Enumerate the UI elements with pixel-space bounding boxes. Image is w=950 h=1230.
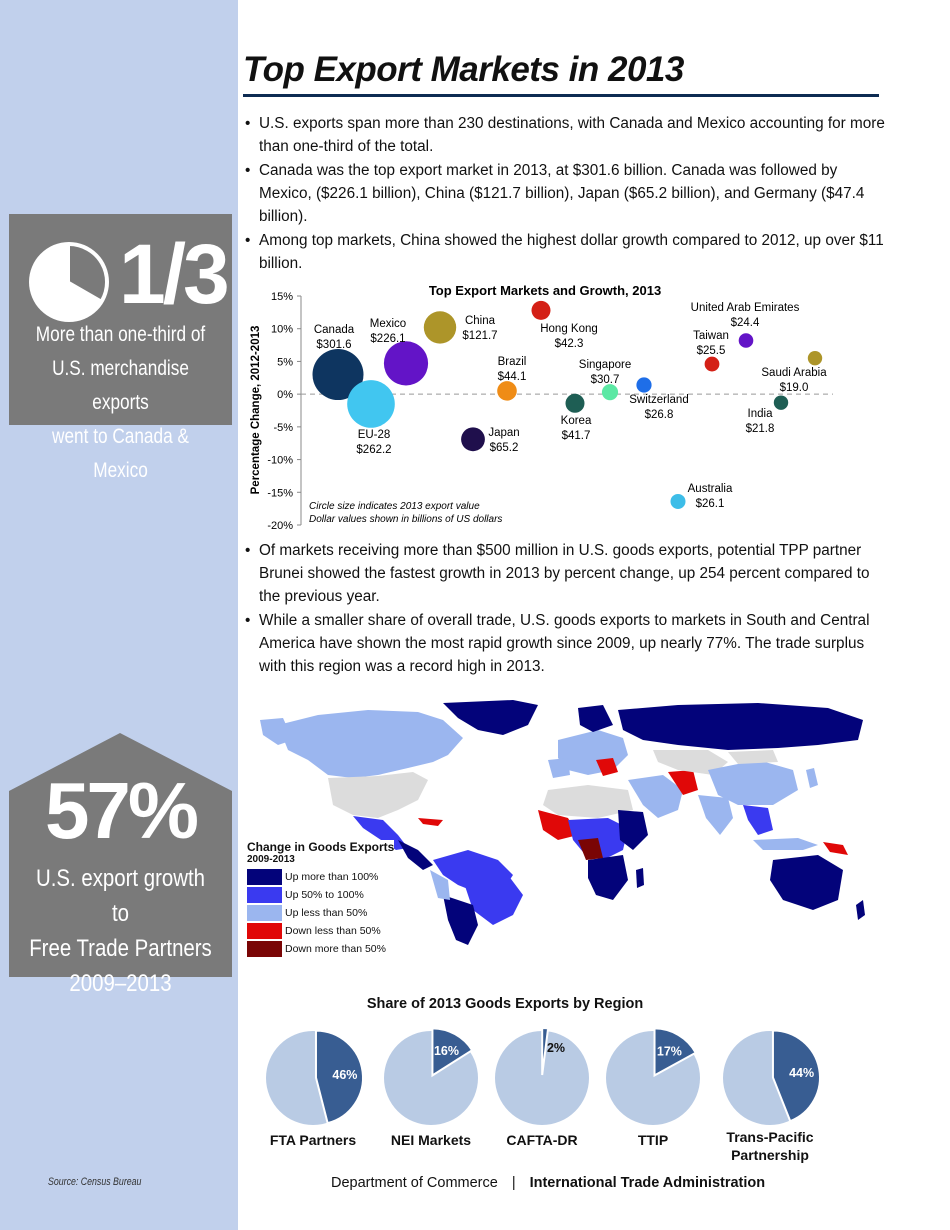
bubble-point <box>561 394 592 442</box>
map-usa <box>328 772 428 818</box>
y-tick-label: -15% <box>267 487 293 500</box>
bubble-chart-points <box>313 301 828 510</box>
bubble-value-label: $41.7 <box>561 430 591 442</box>
map-legend-subtitle: 2009-2013 <box>247 854 295 865</box>
callout-two-line: U.S. export growth to <box>36 865 205 927</box>
bubble-point <box>761 351 827 394</box>
pie-category-label-line: NEI Markets <box>390 1132 472 1148</box>
pie-value-label: 44% <box>789 1066 815 1080</box>
pie-category-label <box>253 1131 373 1149</box>
bubble-name-label: India <box>747 408 773 420</box>
callout-two-line: 2009–2013 <box>69 970 172 997</box>
bubble-circle <box>808 351 822 365</box>
legend-label: Up 50% to 100% <box>285 889 364 901</box>
legend-swatch <box>247 905 282 921</box>
bullet-list-top <box>243 112 888 276</box>
bubble-name-label: Brazil <box>497 356 527 368</box>
callout-two-number: 57% <box>44 766 197 855</box>
bubble-point <box>347 380 395 456</box>
bubble-name-label: China <box>464 315 496 327</box>
page-title: Top Export Markets in 2013 <box>243 50 684 89</box>
bubble-circle <box>424 311 456 343</box>
pie-chart <box>384 1028 478 1125</box>
bubble-circle <box>671 494 686 509</box>
bubble-point <box>629 377 688 421</box>
pie-category-label-line: Trans-Pacific <box>726 1129 814 1145</box>
bubble-value-label: $25.5 <box>696 345 726 357</box>
bubble-circle <box>774 395 788 409</box>
callout-one-third <box>9 214 232 482</box>
bubble-name-label: United Arab Emirates <box>690 302 800 314</box>
bubble-name-label: Taiwan <box>693 330 729 342</box>
map-madagascar <box>636 868 644 888</box>
bubble-point <box>693 330 729 371</box>
callout-fta-growth <box>9 733 232 997</box>
bubble-chart-note: Dollar values shown in billions of US dollars <box>309 514 503 525</box>
legend-item <box>247 922 394 940</box>
legend-label: Down more than 50% <box>285 943 386 955</box>
pie-category-label-line: Partnership <box>731 1147 809 1163</box>
pie-category-label-line: TTIP <box>637 1132 669 1148</box>
bubble-name-label: Canada <box>313 324 355 336</box>
map-greenland <box>443 700 538 735</box>
bubble-value-label: $226.1 <box>370 333 406 345</box>
callout-one-line: went to Canada & Mexico <box>52 425 189 482</box>
bubble-point <box>746 395 789 435</box>
bubble-name-label: Korea <box>560 415 592 427</box>
bubble-value-label: $121.7 <box>462 330 498 342</box>
bubble-point <box>424 311 498 343</box>
callout-two-line: Free Trade Partners <box>29 935 212 962</box>
region-pie-charts <box>255 1024 855 1134</box>
legend-item <box>247 940 394 958</box>
callout-two-text <box>26 861 216 1001</box>
legend-item <box>247 886 394 904</box>
callout-one-line: More than one-third of <box>35 323 206 346</box>
map-caribbean <box>418 818 443 826</box>
bubble-value-label: $26.8 <box>644 409 674 421</box>
bubble-chart-note: Circle size indicates 2013 export value <box>309 501 480 512</box>
pie-value-label: 16% <box>433 1043 460 1058</box>
bubble-chart-ylabel: Percentage Change, 2012-2013 <box>250 325 262 495</box>
pie-category-label <box>593 1131 713 1149</box>
footer-department: Department of Commerce <box>331 1175 498 1191</box>
bullet-item: • Of markets receiving more than $500 million in U.S. goods exports, potential TPP partner Brunei showed the fastest growth in 2013 by percent change, up 254 percent compared to the previous year. <box>243 539 888 608</box>
pie-category-label-line: CAFTA-DR <box>506 1132 578 1148</box>
legend-label: Up less than 50% <box>285 907 368 919</box>
bubble-chart-title: Top Export Markets and Growth, 2013 <box>428 283 662 298</box>
bubble-point <box>461 427 520 454</box>
pie-value-label: 17% <box>656 1044 682 1059</box>
y-tick-label: 5% <box>277 356 293 369</box>
bullet-item: • Canada was the top export market in 2013, at $301.6 billion. Canada was followed by Mexico, ($226.1 billion), China ($121.7 billion), Japan ($65.2 billion), and Germany ($47.4 billion). <box>243 159 888 228</box>
bubble-value-label: $262.2 <box>356 444 392 456</box>
pie-value-label: 2% <box>546 1041 566 1055</box>
footer <box>331 1175 765 1191</box>
bubble-name-label: Saudi Arabia <box>761 367 827 379</box>
source-note: Source: Census Bureau <box>48 1176 142 1188</box>
map-australia <box>770 855 843 910</box>
y-tick-label: 15% <box>270 291 293 303</box>
bubble-circle <box>461 427 485 451</box>
legend-item <box>247 904 394 922</box>
footer-separator: | <box>511 1175 516 1191</box>
bubble-circle <box>705 357 720 372</box>
callout-one-text <box>29 318 212 488</box>
bubble-circle <box>497 381 517 401</box>
bubble-circle <box>636 377 651 392</box>
map-new-zealand <box>856 900 865 920</box>
bubble-point <box>579 359 631 400</box>
legend-swatch <box>247 869 282 885</box>
pie-chart-title: Share of 2013 Goods Exports by Region <box>366 996 644 1012</box>
bubble-circle <box>566 394 585 413</box>
bullet-item: • Among top markets, China showed the highest dollar growth compared to 2012, up over $11 billion. <box>243 229 888 275</box>
pie-category-label <box>371 1131 491 1149</box>
pie-category-label-line: FTA Partners <box>269 1132 357 1148</box>
y-tick-label: -20% <box>267 520 293 532</box>
pie-chart <box>606 1028 700 1125</box>
bubble-circle <box>347 380 395 428</box>
bubble-point <box>497 356 526 401</box>
bubble-point <box>532 301 598 350</box>
bubble-point <box>370 318 428 385</box>
map-southeast-asia <box>743 805 773 835</box>
pie-value-label: 46% <box>332 1068 358 1082</box>
pie-chart-icon <box>27 240 111 324</box>
legend-label: Up more than 100% <box>285 871 379 883</box>
bubble-name-label: Hong Kong <box>540 323 598 335</box>
bubble-circle <box>739 333 754 348</box>
bubble-value-label: $30.7 <box>590 374 620 386</box>
map-png <box>823 842 848 855</box>
callout-one-line: U.S. merchandise exports <box>52 357 189 414</box>
bubble-value-label: $65.2 <box>489 442 519 454</box>
bubble-value-label: $26.1 <box>695 498 725 510</box>
pie-category-label <box>710 1128 830 1164</box>
bubble-name-label: Japan <box>488 427 520 439</box>
bubble-point <box>671 483 733 510</box>
legend-swatch <box>247 887 282 903</box>
map-iberia <box>548 758 570 778</box>
pie-chart <box>266 1031 363 1125</box>
y-tick-label: -10% <box>267 454 293 467</box>
bullet-item: • U.S. exports span more than 230 destinations, with Canada and Mexico accounting for more than one-third of the total. <box>243 112 888 158</box>
bubble-name-label: Switzerland <box>629 394 689 406</box>
bubble-name-label: Singapore <box>578 359 632 371</box>
y-tick-label: 10% <box>270 323 293 336</box>
pie-category-label <box>482 1131 602 1149</box>
bubble-circle <box>532 301 551 320</box>
map-india <box>698 795 733 835</box>
bubble-value-label: $44.1 <box>497 371 527 383</box>
bubble-circle <box>602 384 618 400</box>
map-alaska <box>260 718 293 745</box>
legend-swatch <box>247 941 282 957</box>
pie-chart <box>495 1028 589 1125</box>
bubble-name-label: Mexico <box>369 318 407 330</box>
bubble-value-label: $301.6 <box>316 339 352 351</box>
bubble-name-label: Australia <box>687 483 733 495</box>
bubble-circle <box>384 341 428 385</box>
footer-agency: International Trade Administration <box>529 1175 766 1191</box>
map-legend <box>247 840 394 958</box>
y-tick-label: 0% <box>277 389 293 402</box>
bubble-value-label: $24.4 <box>730 317 760 329</box>
pie-chart <box>723 1030 820 1125</box>
map-indonesia <box>753 838 818 850</box>
callout-one-number: 1/3 <box>119 227 227 321</box>
title-rule <box>243 94 879 97</box>
map-russia <box>618 703 863 750</box>
map-canada <box>278 710 463 778</box>
map-legend-rows <box>247 868 394 958</box>
bubble-value-label: $42.3 <box>554 338 584 350</box>
sidebar <box>0 0 238 1230</box>
map-scandinavia <box>578 705 613 732</box>
bullet-item: • While a smaller share of overall trade, U.S. goods exports to markets in South and Central America have shown the most rapid growth since 2009, up nearly 77%. The trade surplus with this region was a record high in 2013. <box>243 609 888 678</box>
bubble-name-label: EU-28 <box>357 429 391 441</box>
bubble-value-label: $19.0 <box>779 382 809 394</box>
legend-item <box>247 868 394 886</box>
bubble-value-label: $21.8 <box>745 423 775 435</box>
map-central-america <box>398 840 433 870</box>
legend-label: Down less than 50% <box>285 925 381 937</box>
map-southern-africa <box>588 855 628 900</box>
legend-swatch <box>247 923 282 939</box>
bullet-list-bottom <box>243 539 888 679</box>
map-japan <box>806 768 818 788</box>
bubble-chart <box>243 282 843 534</box>
map-mongolia <box>728 750 778 764</box>
y-tick-label: -5% <box>273 421 293 434</box>
map-legend-title: Change in Goods Exports <box>247 840 395 854</box>
